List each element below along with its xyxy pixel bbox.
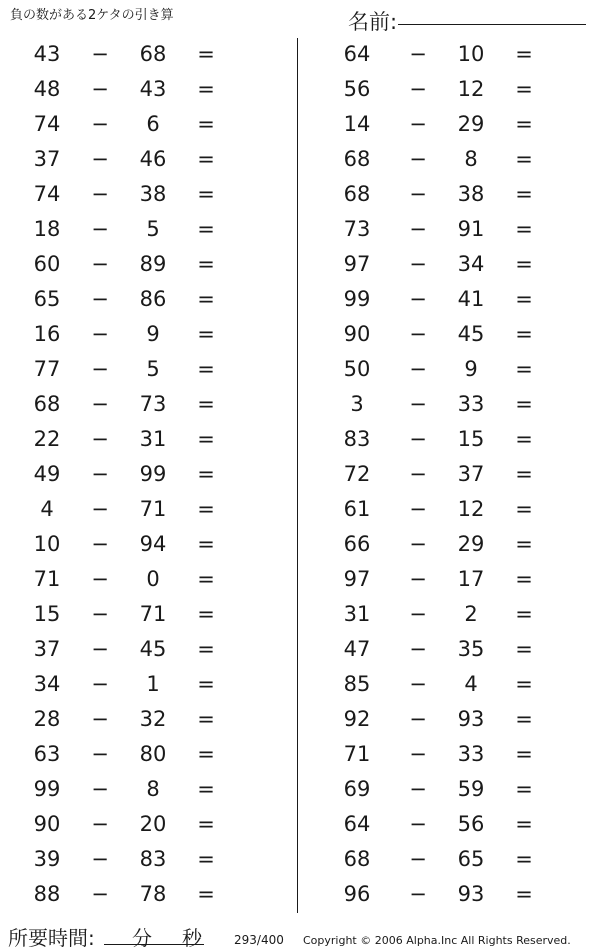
equals-sign: = bbox=[197, 392, 215, 416]
minus-sign: − bbox=[91, 602, 109, 626]
minus-sign: − bbox=[409, 252, 427, 276]
problem-row bbox=[0, 178, 280, 213]
first-operand: 74 bbox=[33, 112, 61, 136]
equals-sign: = bbox=[197, 567, 215, 591]
worksheet-title: 負の数がある2ケタの引き算 bbox=[10, 8, 174, 23]
minus-sign: − bbox=[409, 357, 427, 381]
equals-sign: = bbox=[515, 777, 533, 801]
second-operand: 59 bbox=[457, 777, 485, 801]
first-operand: 64 bbox=[343, 42, 371, 66]
right-column bbox=[318, 38, 598, 913]
second-operand: 83 bbox=[139, 847, 167, 871]
first-operand: 50 bbox=[343, 357, 371, 381]
minus-sign: − bbox=[409, 287, 427, 311]
equals-sign: = bbox=[515, 637, 533, 661]
first-operand: 39 bbox=[33, 847, 61, 871]
second-operand: 65 bbox=[457, 847, 485, 871]
problem-row bbox=[318, 773, 598, 808]
second-operand: 34 bbox=[457, 252, 485, 276]
minus-sign: − bbox=[91, 322, 109, 346]
first-operand: 65 bbox=[33, 287, 61, 311]
second-operand: 37 bbox=[457, 462, 485, 486]
second-operand: 0 bbox=[146, 567, 160, 591]
problem-row bbox=[318, 563, 598, 598]
minus-sign: − bbox=[409, 497, 427, 521]
equals-sign: = bbox=[515, 77, 533, 101]
minus-sign: − bbox=[409, 742, 427, 766]
problem-row bbox=[318, 808, 598, 843]
second-operand: 45 bbox=[457, 322, 485, 346]
first-operand: 47 bbox=[343, 637, 371, 661]
first-operand: 28 bbox=[33, 707, 61, 731]
minus-sign: − bbox=[409, 567, 427, 591]
equals-sign: = bbox=[515, 147, 533, 171]
second-operand: 9 bbox=[146, 322, 160, 346]
first-operand: 56 bbox=[343, 77, 371, 101]
second-operand: 45 bbox=[139, 637, 167, 661]
left-column bbox=[0, 38, 280, 913]
second-operand: 80 bbox=[139, 742, 167, 766]
equals-sign: = bbox=[197, 287, 215, 311]
minus-sign: − bbox=[409, 847, 427, 871]
equals-sign: = bbox=[197, 42, 215, 66]
equals-sign: = bbox=[197, 847, 215, 871]
first-operand: 83 bbox=[343, 427, 371, 451]
equals-sign: = bbox=[515, 882, 533, 906]
problem-row bbox=[318, 38, 598, 73]
problem-row bbox=[318, 248, 598, 283]
minus-sign: − bbox=[91, 182, 109, 206]
first-operand: 64 bbox=[343, 812, 371, 836]
minus-sign: − bbox=[91, 392, 109, 416]
first-operand: 66 bbox=[343, 532, 371, 556]
first-operand: 69 bbox=[343, 777, 371, 801]
equals-sign: = bbox=[515, 357, 533, 381]
minus-sign: − bbox=[91, 847, 109, 871]
first-operand: 90 bbox=[33, 812, 61, 836]
column-divider bbox=[297, 38, 298, 913]
minus-sign: − bbox=[91, 462, 109, 486]
first-operand: 63 bbox=[33, 742, 61, 766]
first-operand: 96 bbox=[343, 882, 371, 906]
second-operand: 71 bbox=[139, 497, 167, 521]
second-operand: 31 bbox=[139, 427, 167, 451]
second-operand: 33 bbox=[457, 392, 485, 416]
minus-sign: − bbox=[409, 707, 427, 731]
minus-sign: − bbox=[409, 882, 427, 906]
second-operand: 68 bbox=[139, 42, 167, 66]
problem-row bbox=[0, 318, 280, 353]
problem-row bbox=[0, 703, 280, 738]
problem-row bbox=[0, 458, 280, 493]
second-operand: 5 bbox=[146, 357, 160, 381]
minus-sign: − bbox=[91, 777, 109, 801]
problem-row bbox=[0, 738, 280, 773]
minutes-label: 分 bbox=[132, 926, 152, 950]
second-operand: 33 bbox=[457, 742, 485, 766]
minus-sign: − bbox=[409, 392, 427, 416]
equals-sign: = bbox=[197, 532, 215, 556]
second-operand: 46 bbox=[139, 147, 167, 171]
problem-row bbox=[0, 633, 280, 668]
problem-row bbox=[0, 528, 280, 563]
minus-sign: − bbox=[91, 252, 109, 276]
minus-sign: − bbox=[91, 497, 109, 521]
minus-sign: − bbox=[409, 637, 427, 661]
minus-sign: − bbox=[409, 602, 427, 626]
problem-row bbox=[0, 773, 280, 808]
second-operand: 35 bbox=[457, 637, 485, 661]
problem-row bbox=[0, 843, 280, 878]
equals-sign: = bbox=[197, 637, 215, 661]
second-operand: 38 bbox=[139, 182, 167, 206]
equals-sign: = bbox=[515, 672, 533, 696]
equals-sign: = bbox=[515, 532, 533, 556]
problem-row bbox=[318, 73, 598, 108]
minus-sign: − bbox=[91, 882, 109, 906]
equals-sign: = bbox=[515, 252, 533, 276]
first-operand: 99 bbox=[33, 777, 61, 801]
equals-sign: = bbox=[515, 392, 533, 416]
second-operand: 2 bbox=[464, 602, 478, 626]
second-operand: 56 bbox=[457, 812, 485, 836]
equals-sign: = bbox=[197, 427, 215, 451]
problem-row bbox=[0, 353, 280, 388]
first-operand: 68 bbox=[343, 182, 371, 206]
minus-sign: − bbox=[91, 217, 109, 241]
equals-sign: = bbox=[197, 462, 215, 486]
equals-sign: = bbox=[515, 112, 533, 136]
minus-sign: − bbox=[91, 427, 109, 451]
problem-row bbox=[0, 493, 280, 528]
minus-sign: − bbox=[409, 42, 427, 66]
second-operand: 15 bbox=[457, 427, 485, 451]
first-operand: 15 bbox=[33, 602, 61, 626]
first-operand: 71 bbox=[343, 742, 371, 766]
minus-sign: − bbox=[409, 182, 427, 206]
equals-sign: = bbox=[515, 322, 533, 346]
minus-sign: − bbox=[409, 777, 427, 801]
second-operand: 91 bbox=[457, 217, 485, 241]
second-operand: 32 bbox=[139, 707, 167, 731]
equals-sign: = bbox=[197, 497, 215, 521]
equals-sign: = bbox=[515, 182, 533, 206]
first-operand: 71 bbox=[33, 567, 61, 591]
problem-row bbox=[318, 143, 598, 178]
first-operand: 4 bbox=[40, 497, 54, 521]
second-operand: 93 bbox=[457, 707, 485, 731]
equals-sign: = bbox=[515, 42, 533, 66]
first-operand: 85 bbox=[343, 672, 371, 696]
minus-sign: − bbox=[91, 567, 109, 591]
second-operand: 8 bbox=[464, 147, 478, 171]
problem-row bbox=[318, 178, 598, 213]
time-label: 所要時間: bbox=[8, 926, 95, 950]
problem-row bbox=[0, 878, 280, 913]
problem-row bbox=[318, 423, 598, 458]
minus-sign: − bbox=[409, 77, 427, 101]
problem-row bbox=[0, 213, 280, 248]
problem-row bbox=[0, 563, 280, 598]
first-operand: 68 bbox=[343, 847, 371, 871]
problem-row bbox=[0, 108, 280, 143]
problem-row bbox=[0, 388, 280, 423]
minus-sign: − bbox=[409, 812, 427, 836]
minus-sign: − bbox=[91, 742, 109, 766]
problem-row bbox=[318, 388, 598, 423]
first-operand: 22 bbox=[33, 427, 61, 451]
second-operand: 29 bbox=[457, 112, 485, 136]
problem-row bbox=[318, 493, 598, 528]
first-operand: 18 bbox=[33, 217, 61, 241]
problem-row bbox=[318, 528, 598, 563]
minus-sign: − bbox=[91, 812, 109, 836]
first-operand: 88 bbox=[33, 882, 61, 906]
problem-row bbox=[318, 703, 598, 738]
problem-row bbox=[0, 598, 280, 633]
equals-sign: = bbox=[197, 147, 215, 171]
second-operand: 78 bbox=[139, 882, 167, 906]
minus-sign: − bbox=[91, 77, 109, 101]
second-operand: 12 bbox=[457, 77, 485, 101]
first-operand: 3 bbox=[350, 392, 364, 416]
minus-sign: − bbox=[91, 112, 109, 136]
equals-sign: = bbox=[515, 847, 533, 871]
problem-row bbox=[318, 318, 598, 353]
equals-sign: = bbox=[515, 427, 533, 451]
first-operand: 61 bbox=[343, 497, 371, 521]
problem-row bbox=[318, 458, 598, 493]
minus-sign: − bbox=[91, 637, 109, 661]
second-operand: 89 bbox=[139, 252, 167, 276]
problem-row bbox=[0, 423, 280, 458]
equals-sign: = bbox=[197, 252, 215, 276]
first-operand: 31 bbox=[343, 602, 371, 626]
equals-sign: = bbox=[197, 357, 215, 381]
name-label: 名前: bbox=[348, 10, 398, 34]
problem-row bbox=[318, 668, 598, 703]
equals-sign: = bbox=[197, 77, 215, 101]
first-operand: 99 bbox=[343, 287, 371, 311]
equals-sign: = bbox=[197, 182, 215, 206]
minus-sign: − bbox=[409, 672, 427, 696]
first-operand: 90 bbox=[343, 322, 371, 346]
minus-sign: − bbox=[409, 462, 427, 486]
problem-row bbox=[0, 143, 280, 178]
problem-row bbox=[318, 843, 598, 878]
first-operand: 48 bbox=[33, 77, 61, 101]
equals-sign: = bbox=[197, 707, 215, 731]
equals-sign: = bbox=[515, 812, 533, 836]
problem-row bbox=[318, 878, 598, 913]
equals-sign: = bbox=[197, 812, 215, 836]
minus-sign: − bbox=[91, 672, 109, 696]
equals-sign: = bbox=[197, 777, 215, 801]
problem-row bbox=[0, 283, 280, 318]
equals-sign: = bbox=[197, 882, 215, 906]
minus-sign: − bbox=[409, 322, 427, 346]
equals-sign: = bbox=[197, 322, 215, 346]
second-operand: 41 bbox=[457, 287, 485, 311]
first-operand: 37 bbox=[33, 637, 61, 661]
seconds-label: 秒 bbox=[182, 926, 202, 950]
problem-row bbox=[318, 213, 598, 248]
second-operand: 86 bbox=[139, 287, 167, 311]
second-operand: 29 bbox=[457, 532, 485, 556]
second-operand: 38 bbox=[457, 182, 485, 206]
equals-sign: = bbox=[515, 602, 533, 626]
minus-sign: − bbox=[91, 147, 109, 171]
equals-sign: = bbox=[515, 287, 533, 311]
name-field-line[interactable] bbox=[398, 24, 586, 25]
second-operand: 8 bbox=[146, 777, 160, 801]
first-operand: 72 bbox=[343, 462, 371, 486]
second-operand: 99 bbox=[139, 462, 167, 486]
first-operand: 16 bbox=[33, 322, 61, 346]
second-operand: 20 bbox=[139, 812, 167, 836]
second-operand: 12 bbox=[457, 497, 485, 521]
first-operand: 92 bbox=[343, 707, 371, 731]
second-operand: 6 bbox=[146, 112, 160, 136]
equals-sign: = bbox=[515, 707, 533, 731]
problem-row bbox=[318, 283, 598, 318]
equals-sign: = bbox=[515, 567, 533, 591]
problem-row bbox=[318, 598, 598, 633]
minus-sign: − bbox=[91, 357, 109, 381]
first-operand: 14 bbox=[343, 112, 371, 136]
second-operand: 10 bbox=[457, 42, 485, 66]
problem-row bbox=[0, 38, 280, 73]
second-operand: 4 bbox=[464, 672, 478, 696]
first-operand: 77 bbox=[33, 357, 61, 381]
second-operand: 94 bbox=[139, 532, 167, 556]
first-operand: 37 bbox=[33, 147, 61, 171]
minus-sign: − bbox=[409, 427, 427, 451]
second-operand: 9 bbox=[464, 357, 478, 381]
equals-sign: = bbox=[197, 742, 215, 766]
minus-sign: − bbox=[91, 287, 109, 311]
equals-sign: = bbox=[197, 602, 215, 626]
minus-sign: − bbox=[91, 707, 109, 731]
problem-row bbox=[0, 248, 280, 283]
problem-row bbox=[0, 668, 280, 703]
second-operand: 43 bbox=[139, 77, 167, 101]
equals-sign: = bbox=[197, 112, 215, 136]
second-operand: 1 bbox=[146, 672, 160, 696]
minus-sign: − bbox=[409, 217, 427, 241]
first-operand: 97 bbox=[343, 252, 371, 276]
second-operand: 73 bbox=[139, 392, 167, 416]
minus-sign: − bbox=[91, 532, 109, 556]
page-number: 293/400 bbox=[234, 933, 284, 947]
equals-sign: = bbox=[197, 672, 215, 696]
equals-sign: = bbox=[515, 217, 533, 241]
problem-row bbox=[318, 108, 598, 143]
equals-sign: = bbox=[515, 742, 533, 766]
problem-row bbox=[0, 73, 280, 108]
minus-sign: − bbox=[409, 112, 427, 136]
equals-sign: = bbox=[197, 217, 215, 241]
first-operand: 68 bbox=[33, 392, 61, 416]
second-operand: 93 bbox=[457, 882, 485, 906]
first-operand: 73 bbox=[343, 217, 371, 241]
first-operand: 49 bbox=[33, 462, 61, 486]
minus-sign: − bbox=[409, 532, 427, 556]
second-operand: 71 bbox=[139, 602, 167, 626]
first-operand: 43 bbox=[33, 42, 61, 66]
problem-row bbox=[318, 353, 598, 388]
minus-sign: − bbox=[409, 147, 427, 171]
second-operand: 5 bbox=[146, 217, 160, 241]
problem-row bbox=[318, 738, 598, 773]
first-operand: 97 bbox=[343, 567, 371, 591]
first-operand: 68 bbox=[343, 147, 371, 171]
problem-row bbox=[318, 633, 598, 668]
equals-sign: = bbox=[515, 462, 533, 486]
first-operand: 60 bbox=[33, 252, 61, 276]
problem-row bbox=[0, 808, 280, 843]
equals-sign: = bbox=[515, 497, 533, 521]
second-operand: 17 bbox=[457, 567, 485, 591]
first-operand: 10 bbox=[33, 532, 61, 556]
minus-sign: − bbox=[91, 42, 109, 66]
first-operand: 74 bbox=[33, 182, 61, 206]
copyright: Copyright © 2006 Alpha.Inc All Rights Reserved. bbox=[303, 934, 571, 947]
first-operand: 34 bbox=[33, 672, 61, 696]
